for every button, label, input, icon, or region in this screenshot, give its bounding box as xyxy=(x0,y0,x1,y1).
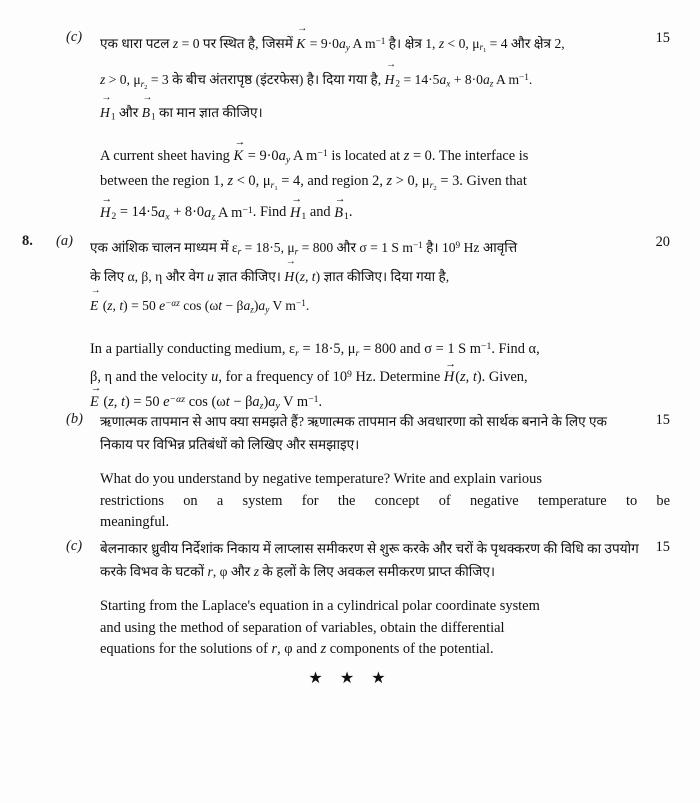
footer-stars: ★ ★ ★ xyxy=(308,668,392,687)
question-block-7c xyxy=(32,28,670,228)
question-label-7c: (c) xyxy=(66,29,83,45)
hindi-line: करके विभव के घटकों r, φ और z के हलों के लिए अवकल समीकरण प्राप्त कीजिए। xyxy=(100,564,496,579)
hindi-line: निकाय पर विभिन्न प्रतिबंधों को लिखिए और समझाइए। xyxy=(100,437,360,452)
english-line: restrictions on a system for the concept of negative temperature to be xyxy=(100,492,670,509)
hindi-line: के लिए α, β, η और वेग u ज्ञात कीजिए। H →(z, t) ज्ञात कीजिए। दिया गया है, xyxy=(90,264,670,290)
english-line: In a partially conducting medium, $\varepsilon_r = 18\cdot 5$, $\mu_r = 800$ and σ = 1 S $m^{-1}$. Find α, xyxy=(90,340,540,359)
question-number-8b xyxy=(32,410,66,411)
marks-8a: 20 xyxy=(655,234,670,250)
hindi-line: बेलनाकार ध्रुवीय निर्देशांक निकाय में लाप्लास समीकरण से शुरू करके और चरों के पृथक्करण की विधि का उपयोग xyxy=(100,541,639,556)
english-line: β, η and the velocity u, for a frequency of $10^9$ Hz. Determine H →(z, t). Given, xyxy=(90,364,670,389)
question-number-8c xyxy=(32,537,66,538)
question-label-8c: (c) xyxy=(66,538,83,554)
question-label-8a: (a) xyxy=(56,233,73,249)
english-line: A current sheet having K → = $9\cdot 0a_y$ A $m^{-1}$ is located at z = 0. The interface is xyxy=(100,143,670,171)
hindi-line: ऋणात्मक तापमान से आप क्या समझते हैं? ऋणात्मक तापमान की अवधारणा को सार्थक बनाने के लिए एक xyxy=(100,414,608,429)
question-number-8: 8. xyxy=(22,233,33,249)
english-line: E → (z, t) = 50 $e^{-\alpha z}$ $\cos (\omega t - \beta a_z)a_y$ V $m^{-1}$. 20 xyxy=(90,389,670,417)
english-line: $H \to_2 = 14\cdot 5a_x + 8\cdot 0a_z$ A $m^{-1}$. Find $H \to_1$ and $B \to_1$. 15 xyxy=(100,199,670,227)
question-body-8b xyxy=(100,410,670,534)
question-body-8a xyxy=(90,232,670,417)
question-number-7c xyxy=(32,28,66,29)
hindi-line: $H \to_1$ और $B \to_1$ का मान ज्ञात कीजिए। xyxy=(100,100,670,130)
question-block-8b xyxy=(32,410,670,534)
hindi-line: एक आंशिक चालन माध्यम में $\varepsilon_r = 18\cdot 5$, $\mu_r = 800$ और σ = 1 S $m^{-1}$ है। $10^9$ Hz आवृत्ति xyxy=(90,239,518,257)
english-line: What do you understand by negative temperature? Write and explain various xyxy=(100,471,542,487)
question-label-8b: (b) xyxy=(66,411,83,427)
hindi-line: z > 0, $\mu_{r_2} = 3$ के बीच अंतरापृष्ठ (इंटरफेस) है। दिया गया है, $H \to_2 = 14\cdot 5a_x + 8\cdot 0a_z$ A $m^{-1}$. xyxy=(100,64,670,100)
english-line: between the region 1, z < 0, $\mu_{r_1} = 4$, and region 2, z > 0, $\mu_{r_2} = 3$. Given that xyxy=(100,173,527,192)
english-line: and using the method of separation of variables, obtain the differential xyxy=(100,619,505,636)
marks-7c: 15 xyxy=(655,30,670,46)
english-line: Starting from the Laplace's equation in a cylindrical polar coordinate system xyxy=(100,598,540,614)
english-line: equations for the solutions of r, φ and z components of the potential. 15 xyxy=(100,539,670,657)
hindi-line: E → (z, t) = 50 $e^{-\alpha z}$ $\cos (\omega t - \beta a_z)a_y$ V $m^{-1}$. xyxy=(90,290,670,322)
question-block-8a xyxy=(22,232,670,417)
marks-8b: 15 xyxy=(655,412,670,428)
marks-8c: 15 xyxy=(655,539,670,555)
question-block-8c xyxy=(32,537,670,661)
english-line: meaningful. 15 xyxy=(100,412,670,530)
hindi-line: एक धारा पटल z = 0 पर स्थित है, जिसमें K → = $9\cdot 0a_y$ A $m^{-1}$ है। क्षेत्र 1, z < 0, $\mu_{r_1} = 4$ और क्षेत्र 2, xyxy=(100,28,670,64)
question-body-7c xyxy=(100,28,670,228)
question-body-8c xyxy=(100,537,670,661)
